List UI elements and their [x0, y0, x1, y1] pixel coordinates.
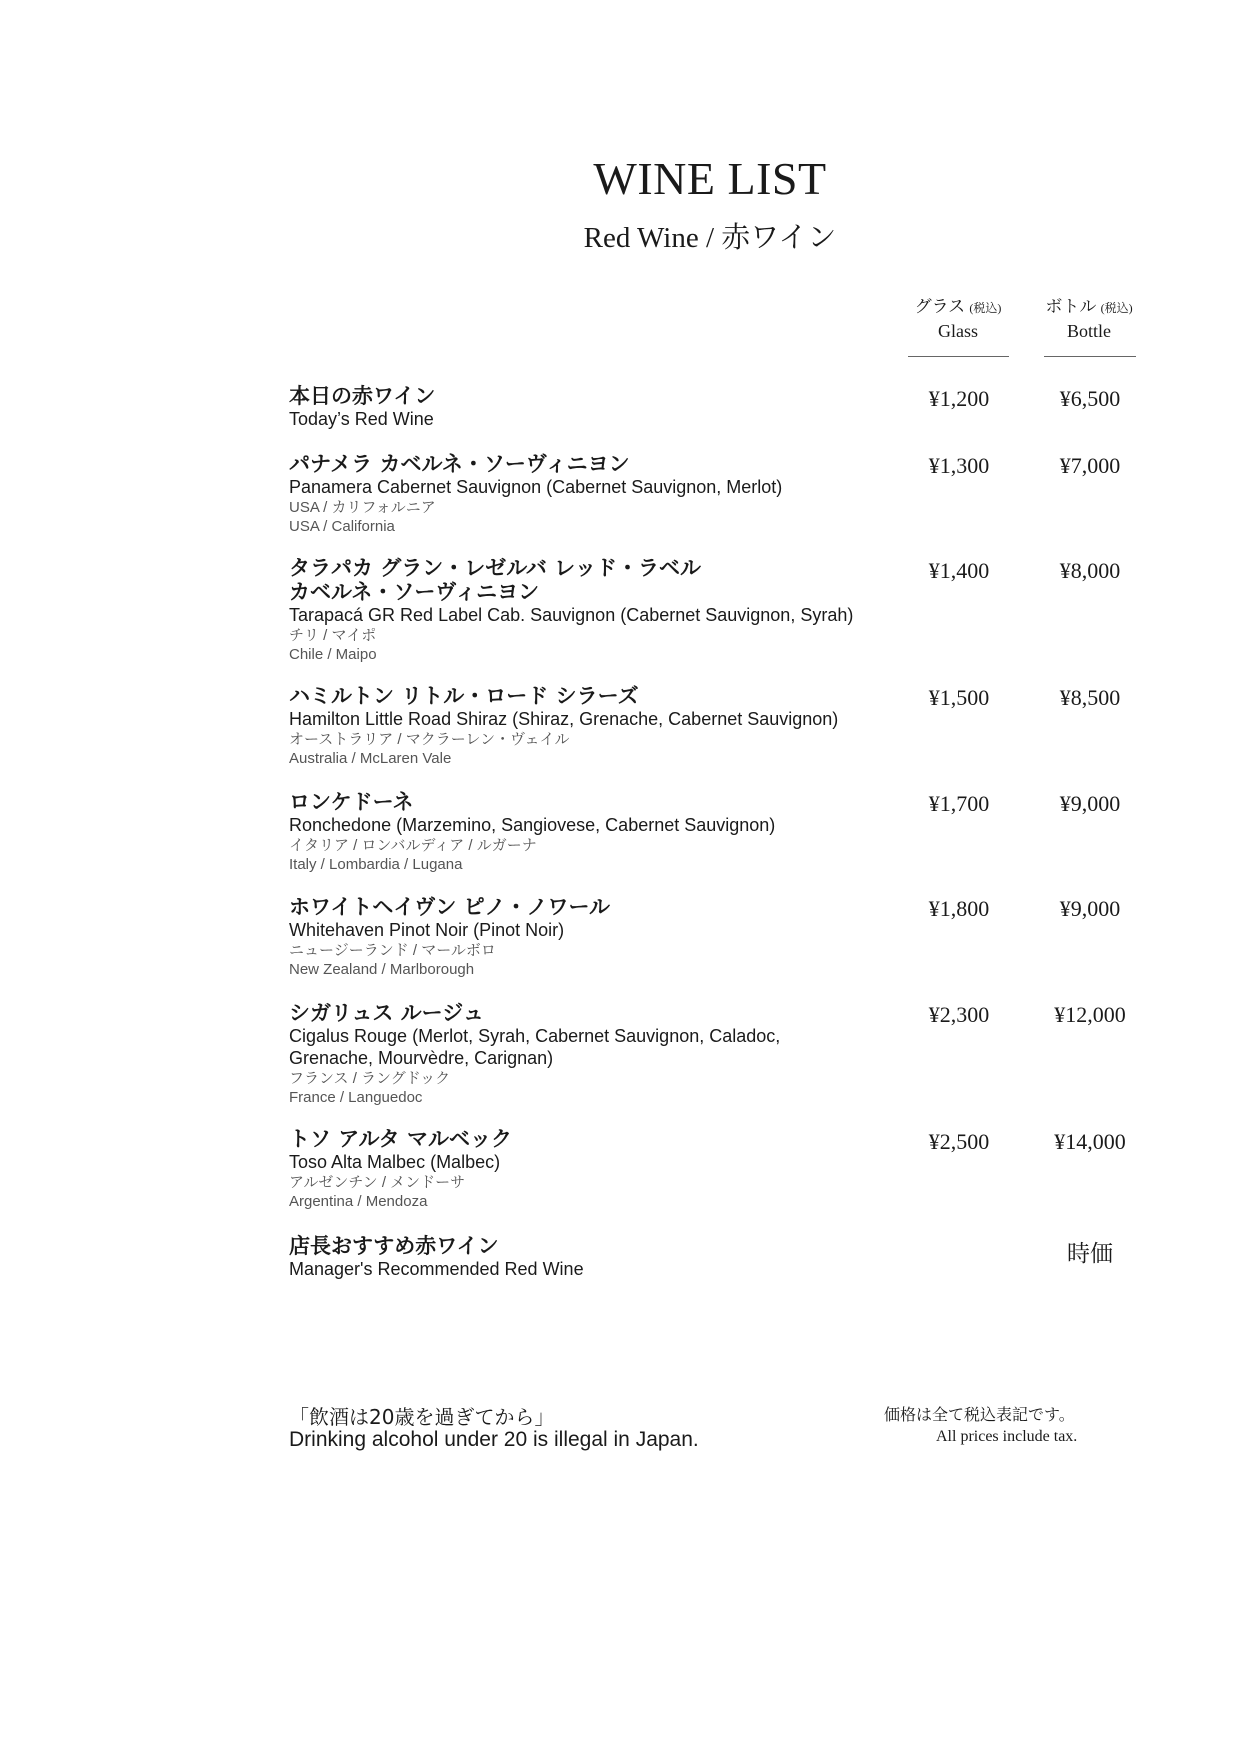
bottle-header-en: Bottle: [1067, 321, 1111, 341]
wine-price-bottle: ¥8,000: [1059, 558, 1121, 583]
wine-price-bottle: ¥9,000: [1059, 896, 1121, 921]
wine-item-panamera: [289, 452, 909, 536]
glass-header-rule: [908, 356, 1009, 357]
wine-list-title: WINE LIST: [593, 153, 827, 204]
glass-column-header: [908, 296, 1008, 343]
wine-name-en: Ronchedone (Marzemino, Sangiovese, Cabernet Sauvignon): [289, 815, 776, 835]
wine-origin-jp: オーストラリア / マクラーレン・ヴェイル: [289, 731, 570, 748]
tax-notice-jp: 価格は全て税込表記です。: [884, 1405, 1075, 1424]
wine-item-whitehaven: [289, 895, 909, 979]
wine-origin-en: Argentina / Mendoza: [289, 1193, 428, 1210]
wine-name-jp: ハミルトン リトル・ロード シラーズ: [289, 684, 639, 708]
wine-origin-en: USA / California: [289, 518, 395, 535]
bottle-header-jp: ボトル (税込): [1045, 297, 1133, 316]
wine-origin-jp: チリ / マイポ: [289, 627, 377, 644]
wine-item-cigalus: [289, 1001, 909, 1107]
wine-price-bottle: ¥6,500: [1059, 386, 1121, 411]
wine-name-jp-line2: カベルネ・ソーヴィニヨン: [289, 580, 540, 604]
wine-name-en: Toso Alta Malbec (Malbec): [289, 1152, 501, 1172]
age-notice-en: Drinking alcohol under 20 is illegal in Japan.: [289, 1428, 699, 1451]
bottle-column-header: [1042, 296, 1136, 343]
wine-name-jp: 本日の赤ワイン: [289, 384, 436, 408]
wine-price-market: 時価: [1067, 1241, 1113, 1267]
wine-item-hamilton: [289, 684, 909, 768]
wine-price-glass: ¥1,700: [928, 791, 990, 816]
age-notice-jp: 「飲酒は20歳を過ぎてから」: [289, 1405, 555, 1429]
wine-origin-en: New Zealand / Marlborough: [289, 961, 475, 978]
wine-price-glass: ¥2,500: [928, 1129, 990, 1154]
wine-name-jp: シガリュス ルージュ: [289, 1001, 484, 1025]
glass-header-en: Glass: [938, 321, 978, 341]
wine-name-jp: タラパカ グラン・レゼルバ レッド・ラベル: [289, 556, 701, 580]
wine-name-en: Hamilton Little Road Shiraz (Shiraz, Grenache, Cabernet Sauvignon): [289, 709, 839, 729]
wine-name-en: Whitehaven Pinot Noir (Pinot Noir): [289, 920, 565, 940]
glass-header-jp: グラス (税込): [914, 297, 1002, 316]
wine-origin-jp: イタリア / ロンバルディア / ルガーナ: [289, 837, 537, 854]
wine-list-subtitle: Red Wine / 赤ワイン: [583, 222, 837, 254]
wine-origin-en: Chile / Maipo: [289, 646, 377, 663]
wine-name-en-line2: Grenache, Mourvèdre, Carignan): [289, 1048, 554, 1068]
wine-name-en: Panamera Cabernet Sauvignon (Cabernet Sauvignon, Merlot): [289, 477, 783, 497]
wine-origin-jp: フランス / ラングドック: [289, 1070, 451, 1087]
wine-price-glass: ¥1,200: [928, 386, 990, 411]
wine-price-bottle: ¥12,000: [1054, 1002, 1126, 1027]
wine-item-ronchedone: [289, 790, 909, 874]
wine-price-bottle: ¥14,000: [1054, 1129, 1126, 1154]
wine-origin-en: France / Languedoc: [289, 1089, 423, 1106]
wine-item-toso-alta: [289, 1127, 909, 1211]
wine-item-todays-red: [289, 384, 909, 430]
wine-price-bottle: ¥8,500: [1059, 685, 1121, 710]
wine-price-bottle: ¥7,000: [1059, 453, 1121, 478]
wine-item-tarapaca: [289, 556, 929, 664]
wine-origin-jp: USA / カリフォルニア: [289, 499, 436, 516]
wine-origin-jp: アルゼンチン / メンドーサ: [289, 1174, 466, 1191]
wine-price-glass: ¥1,300: [928, 453, 990, 478]
wine-name-jp: パナメラ カベルネ・ソーヴィニヨン: [289, 452, 630, 476]
tax-notice-en: All prices include tax.: [936, 1428, 1078, 1445]
wine-price-glass: ¥2,300: [928, 1002, 990, 1027]
wine-name-en: Today’s Red Wine: [289, 409, 434, 429]
wine-price-glass: ¥1,500: [928, 685, 990, 710]
wine-origin-jp: ニュージーランド / マールボロ: [289, 942, 496, 959]
bottle-header-rule: [1044, 356, 1136, 357]
wine-name-en: Tarapacá GR Red Label Cab. Sauvignon (Cabernet Sauvignon, Syrah): [289, 605, 854, 625]
wine-name-en: Manager's Recommended Red Wine: [289, 1259, 584, 1279]
wine-name-jp: ホワイトヘイヴン ピノ・ノワール: [289, 895, 611, 919]
wine-origin-en: Australia / McLaren Vale: [289, 750, 452, 767]
wine-price-glass: ¥1,800: [928, 896, 990, 921]
wine-name-jp: トソ アルタ マルベック: [289, 1127, 512, 1151]
wine-price-glass: ¥1,400: [928, 558, 990, 583]
wine-name-jp: ロンケドーネ: [289, 790, 414, 814]
wine-name-jp: 店長おすすめ赤ワイン: [289, 1234, 499, 1258]
wine-item-managers-recommended: [289, 1234, 909, 1280]
wine-name-en: Cigalus Rouge (Merlot, Syrah, Cabernet Sauvignon, Caladoc,: [289, 1026, 781, 1046]
wine-origin-en: Italy / Lombardia / Lugana: [289, 856, 463, 873]
wine-price-bottle: ¥9,000: [1059, 791, 1121, 816]
